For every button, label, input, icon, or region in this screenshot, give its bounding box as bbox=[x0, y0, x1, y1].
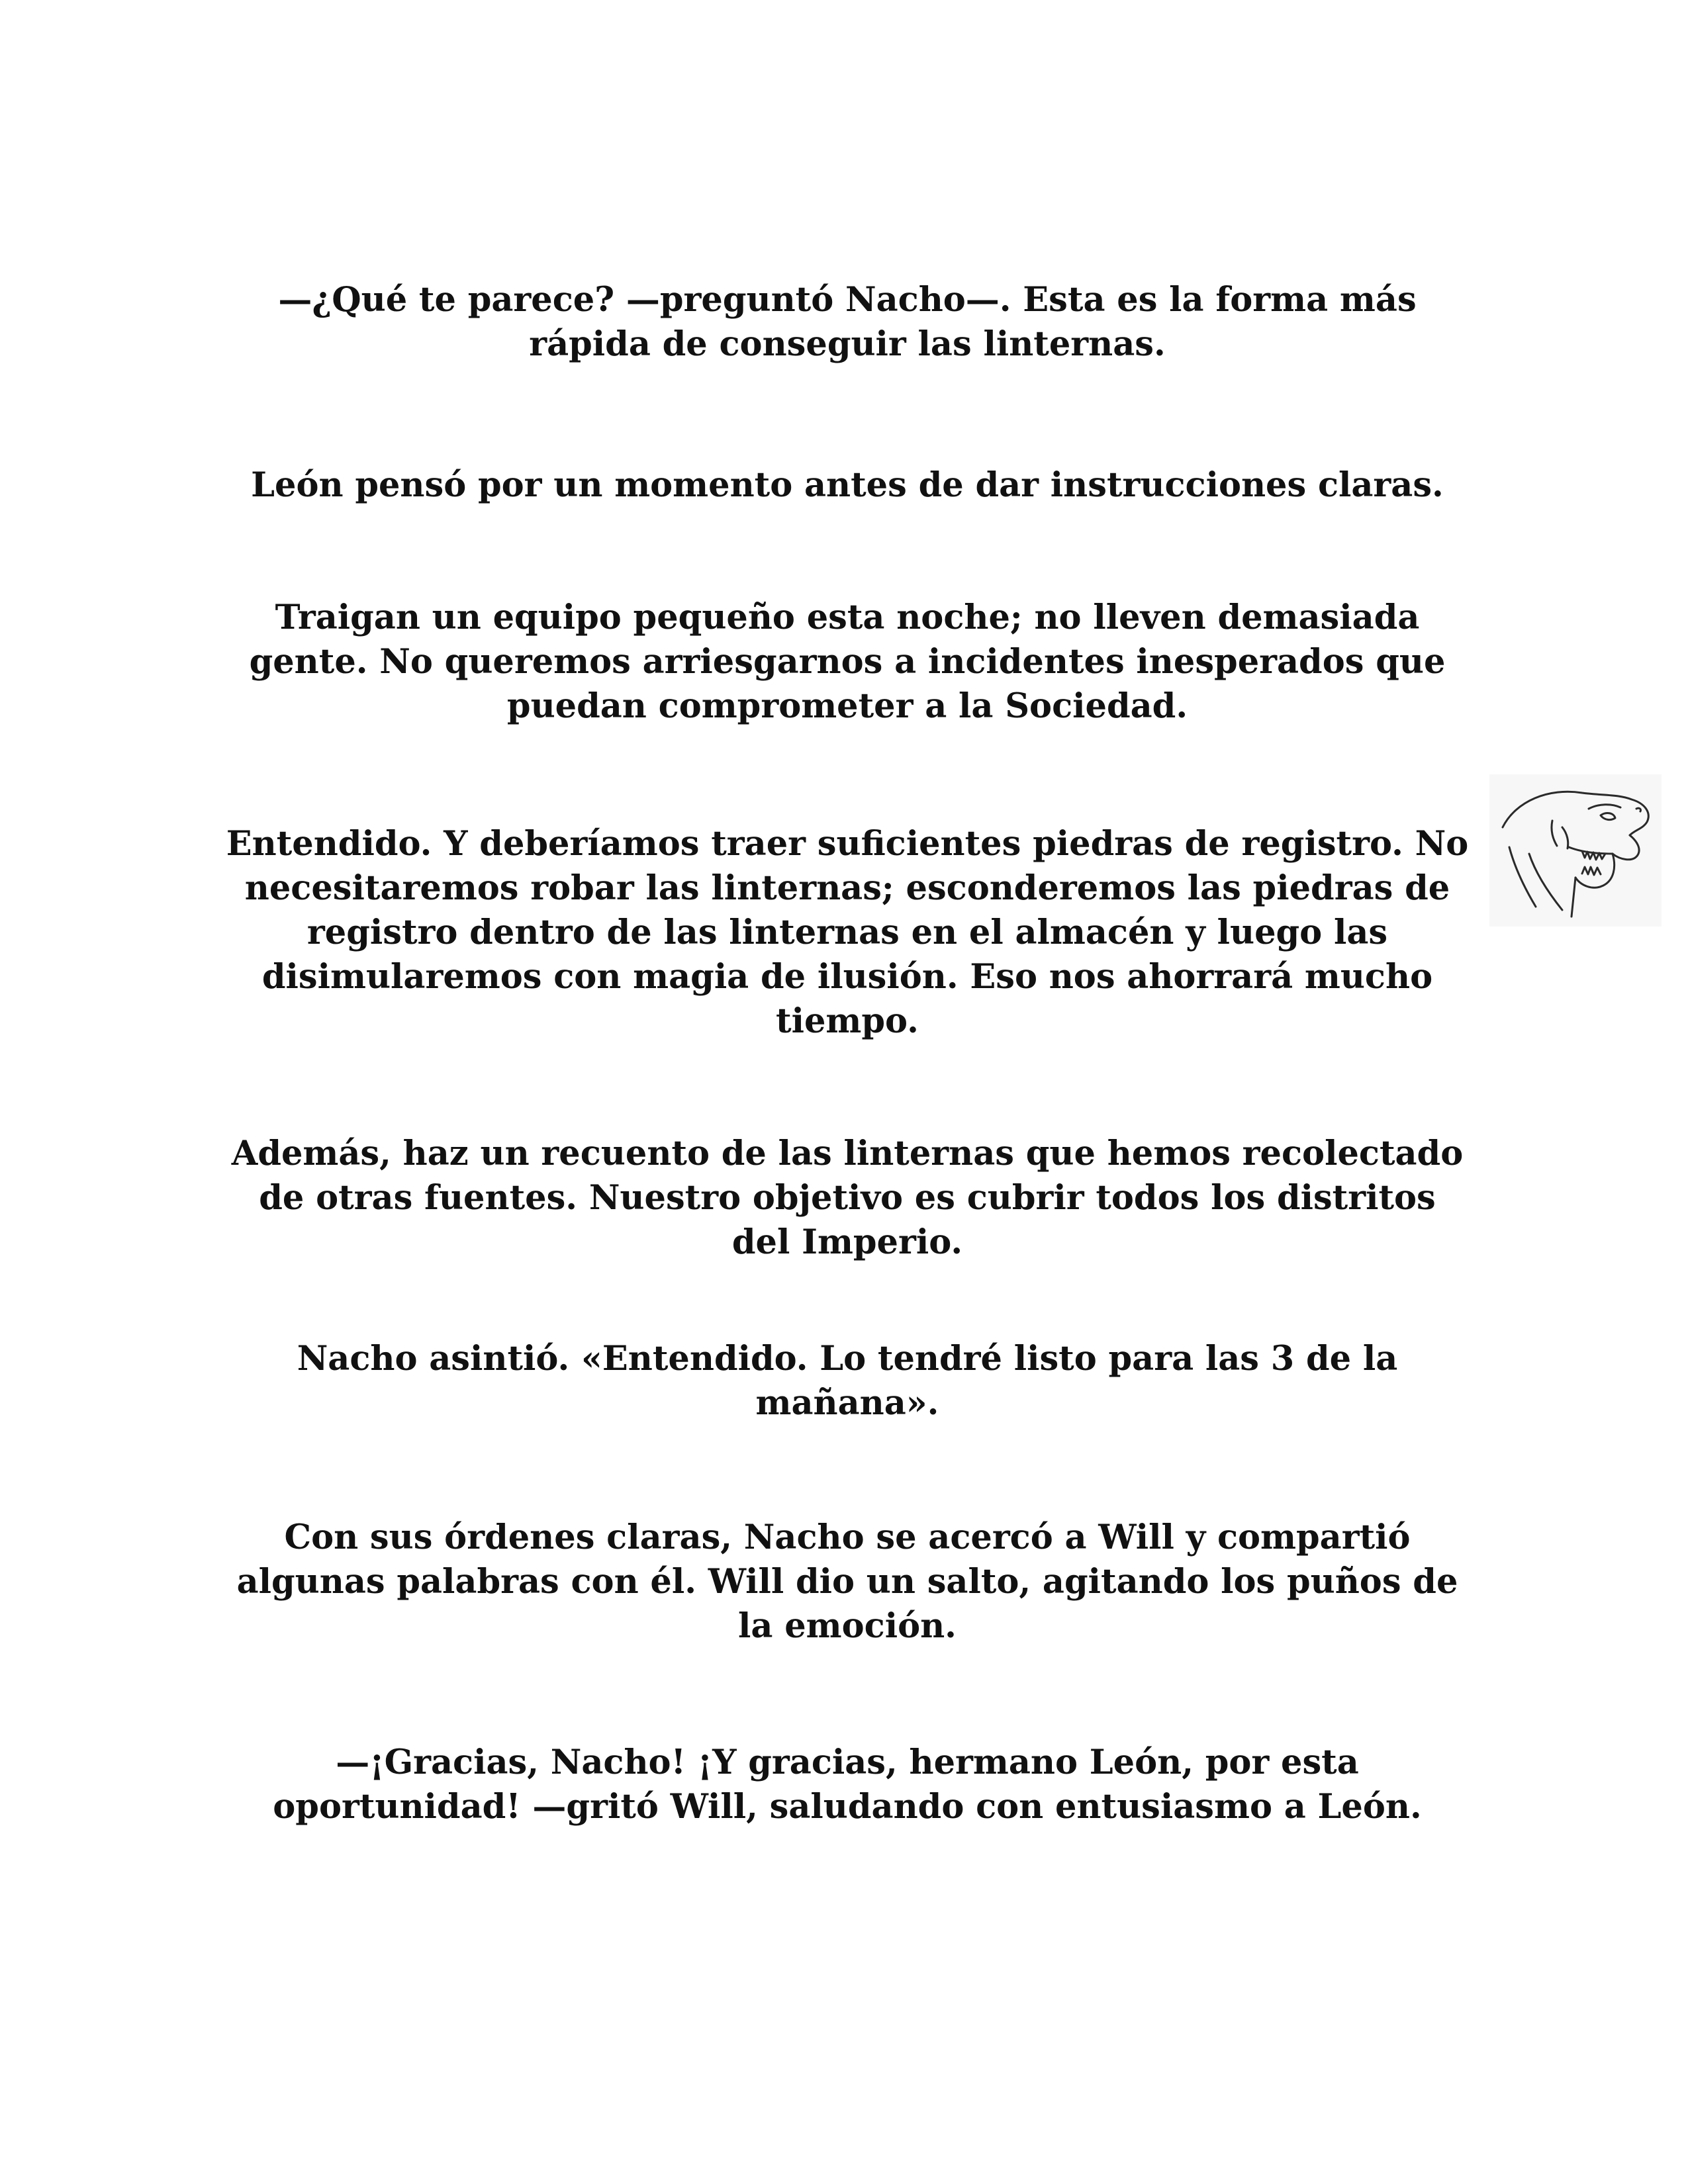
dinosaur-head-sketch-icon bbox=[1489, 774, 1662, 927]
paragraph-3: Traigan un equipo pequeño esta noche; no lleven demasiada gente. No queremos arriesgarnos a incidentes inesperados que puedan comprometer a la Sociedad. bbox=[249, 598, 1446, 726]
paragraph-4: Entendido. Y deberíamos traer suficientes piedras de registro. No necesitaremos robar las linternas; esconderemos las piedras de registro dentro de las linternas en el almacén y luego las disimularemos con magia de ilusión. Eso nos ahorrará mucho tiempo. bbox=[226, 824, 1469, 1041]
paragraph-5: Además, haz un recuento de las linternas que hemos recolectado de otras fuentes. Nuestro objetivo es cubrir todos los distritos del Imperio. bbox=[231, 1134, 1464, 1262]
paragraph-1: —¿Qué te parece? —preguntó Nacho—. Esta es la forma más rápida de conseguir las linternas. bbox=[278, 280, 1417, 364]
paragraph-2: León pensó por un momento antes de dar instrucciones claras. bbox=[251, 465, 1444, 505]
paragraph-7: Con sus órdenes claras, Nacho se acercó a Will y compartió algunas palabras con él. Will dio un salto, agitando los puños de la emoción. bbox=[236, 1518, 1458, 1646]
paragraph-8: —¡Gracias, Nacho! ¡Y gracias, hermano León, por esta oportunidad! —gritó Will, saludando con entusiasmo a León. bbox=[273, 1743, 1422, 1827]
paragraph-6: Nacho asintió. «Entendido. Lo tendré listo para las 3 de la mañana». bbox=[297, 1339, 1398, 1423]
